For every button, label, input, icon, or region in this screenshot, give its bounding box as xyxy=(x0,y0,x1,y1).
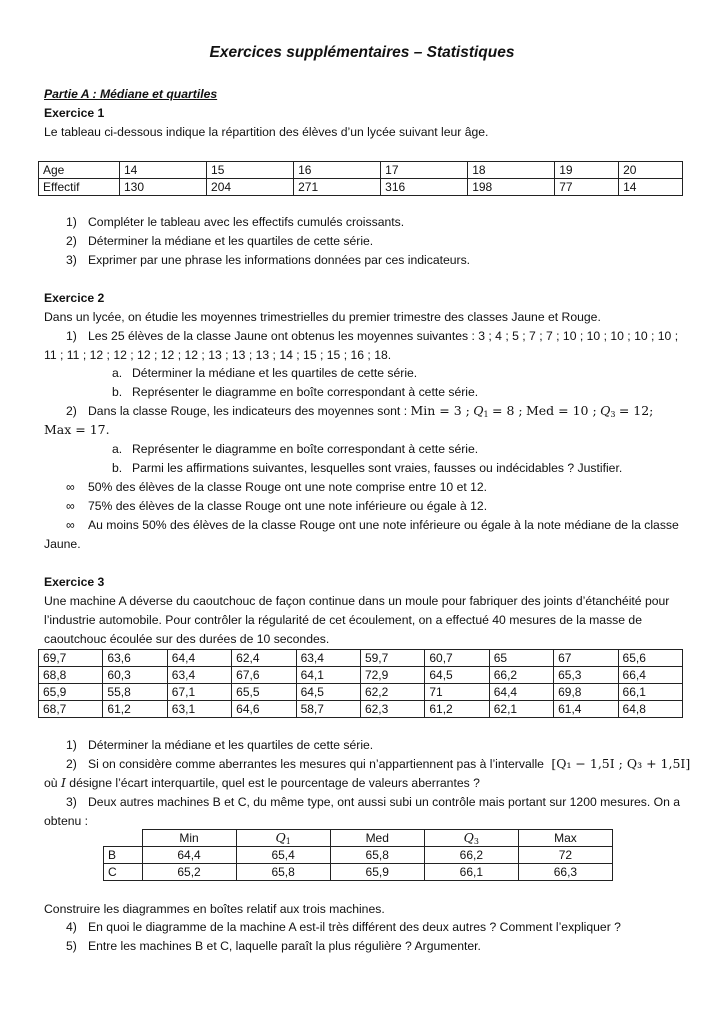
bullet-icon: ∞ xyxy=(66,499,75,513)
table-cell: 77 xyxy=(555,179,619,196)
table-cell: 69,7 xyxy=(39,650,103,667)
table-cell: 64,1 xyxy=(296,667,360,684)
subquestion-text: Représenter le diagramme en boîte correspondant à cette série. xyxy=(132,442,479,456)
table-cell: 69,8 xyxy=(554,684,618,701)
table-cell: 61,2 xyxy=(425,701,489,718)
question-line xyxy=(44,774,480,793)
table-cell: 64,4 xyxy=(489,684,553,701)
table-row-label: C xyxy=(104,864,143,881)
question-line xyxy=(88,755,690,774)
table-cell: 66,2 xyxy=(424,847,518,864)
table-cell: 60,7 xyxy=(425,650,489,667)
question-text: Déterminer la médiane et les quartiles de cette série. xyxy=(88,234,374,248)
table-cell: 67 xyxy=(554,650,618,667)
question-text: Exprimer par une phrase les informations données par ces indicateurs. xyxy=(88,253,471,267)
table-row-label: B xyxy=(104,847,143,864)
table-cell: 68,8 xyxy=(39,667,103,684)
table-cell: 66,2 xyxy=(489,667,553,684)
table-cell: 62,3 xyxy=(360,701,424,718)
exercise-1-intro: Le tableau ci-dessous indique la répartition des élèves d’un lycée suivant leur âge. xyxy=(44,125,489,139)
machines-table xyxy=(103,829,613,881)
table-cell: 62,2 xyxy=(360,684,424,701)
table-cell: 17 xyxy=(381,162,468,179)
subquestion-text: Parmi les affirmations suivantes, lesquelles sont vraies, fausses ou indécidables ? Justifier. xyxy=(132,461,623,475)
question-number: 1) xyxy=(66,329,77,343)
table-cell: 64,5 xyxy=(425,667,489,684)
question-number: 5) xyxy=(66,939,77,953)
table-cell: 63,6 xyxy=(103,650,167,667)
question-text: où xyxy=(44,776,58,790)
indicator-min: Min = 3 ; xyxy=(410,403,470,418)
question-text: Dans la classe Rouge, les indicateurs des moyennes sont : xyxy=(88,404,408,418)
table-cell: 65,3 xyxy=(554,667,618,684)
subquestion-letter: b. xyxy=(112,461,123,475)
table-cell: 65,4 xyxy=(236,847,330,864)
part-a-heading: Partie A : Médiane et quartiles xyxy=(44,87,218,101)
statement-text: Jaune. xyxy=(44,537,81,551)
table-cell: 64,5 xyxy=(296,684,360,701)
table-cell: 130 xyxy=(120,179,207,196)
table-cell: 14 xyxy=(619,179,683,196)
indicator-q1: = 8 ; xyxy=(492,403,523,418)
table-row xyxy=(39,162,683,179)
indicator-q3: = 12; xyxy=(618,403,654,418)
exercise-1-title: Exercice 1 xyxy=(44,106,105,120)
table-cell: 65,9 xyxy=(39,684,103,701)
table-cell: 65,9 xyxy=(330,864,424,881)
exercise-2-title: Exercice 2 xyxy=(44,291,105,305)
subquestion-text: Déterminer la médiane et les quartiles de cette série. xyxy=(132,366,418,380)
interquartile-letter: I xyxy=(60,775,66,790)
table-cell: 60,3 xyxy=(103,667,167,684)
question-text: Les 25 élèves de la classe Jaune ont obtenus les moyennes suivantes : 3 ; 4 ; 5 ; 7 ; 7 ; 10 ; 10 ; 10 ; 10 ; 10 ; xyxy=(88,329,679,343)
subquestion-letter: a. xyxy=(112,442,123,456)
table-cell: Age xyxy=(39,162,120,179)
subquestion-letter: b. xyxy=(112,385,123,399)
table-cell: 64,4 xyxy=(167,650,231,667)
table-cell: 65,6 xyxy=(618,650,682,667)
exercise-3-intro: Une machine A déverse du caoutchouc de façon continue dans un moule pour fabriquer des joints d’étanchéité pour xyxy=(44,594,670,608)
question-line xyxy=(88,402,653,421)
age-table xyxy=(38,161,683,196)
table-cell: 15 xyxy=(207,162,294,179)
bullet-icon: ∞ xyxy=(66,480,75,494)
table-cell: 68,7 xyxy=(39,701,103,718)
table-row xyxy=(39,701,683,718)
table-cell: 55,8 xyxy=(103,684,167,701)
q3-symbol: $Q_3$ xyxy=(600,403,616,419)
question-number: 2) xyxy=(66,234,77,248)
question-text: 11 ; 11 ; 12 ; 12 ; 12 ; 12 ; 12 ; 13 ; 13 ; 13 ; 14 ; 15 ; 15 ; 16 ; 18. xyxy=(44,348,392,362)
question-text: Si on considère comme aberrantes les mesures qui n’appartiennent pas à l’intervalle xyxy=(88,757,544,771)
table-cell: 14 xyxy=(120,162,207,179)
table-cell: 19 xyxy=(555,162,619,179)
exercise-2-intro: Dans un lycée, on étudie les moyennes trimestrielles du premier trimestre des classes Jaune et Rouge. xyxy=(44,310,601,324)
table-cell: 271 xyxy=(294,179,381,196)
question-number: 3) xyxy=(66,253,77,267)
subquestion-letter: a. xyxy=(112,366,123,380)
interval-formula: [Q₁ − 1,5I ; Q₃ + 1,5I] xyxy=(551,756,691,771)
table-cell: 64,4 xyxy=(142,847,236,864)
table-cell: 65,8 xyxy=(236,864,330,881)
exercise-3-intro: l’industrie automobile. Pour contrôler la régularité de cet écoulement, on a effectué 40 mesures de la masse de xyxy=(44,613,642,627)
table-cell: 64,8 xyxy=(618,701,682,718)
table-cell: 198 xyxy=(468,179,555,196)
question-text: En quoi le diagramme de la machine A est-il très différent des deux autres ? Comment l’expliquer ? xyxy=(88,920,621,934)
table-header: Med xyxy=(330,830,424,847)
page-title: Exercices supplémentaires – Statistiques xyxy=(209,44,515,61)
table-cell: 66,1 xyxy=(424,864,518,881)
table-cell: 72,9 xyxy=(360,667,424,684)
table-header: Min xyxy=(142,830,236,847)
subquestion-text: Représenter le diagramme en boîte correspondant à cette série. xyxy=(132,385,479,399)
table-cell: 64,6 xyxy=(232,701,296,718)
table-cell: 66,3 xyxy=(518,864,612,881)
question-text: désigne l’écart interquartile, quel est le pourcentage de valeurs aberrantes ? xyxy=(69,776,480,790)
table-header: $Q_3$ xyxy=(424,830,518,847)
table-row xyxy=(104,864,613,881)
table-cell: 65,2 xyxy=(142,864,236,881)
q1-symbol: $Q_1$ xyxy=(473,403,489,419)
table-cell: 316 xyxy=(381,179,468,196)
statement-text: Au moins 50% des élèves de la classe Rouge ont une note inférieure ou égale à la note médiane de la classe xyxy=(88,518,679,532)
exercise-3-title: Exercice 3 xyxy=(44,575,105,589)
question-number: 1) xyxy=(66,738,77,752)
table-row xyxy=(104,830,613,847)
table-cell: 59,7 xyxy=(360,650,424,667)
table-cell: 65,8 xyxy=(330,847,424,864)
bullet-icon: ∞ xyxy=(66,518,75,532)
measures-table xyxy=(38,649,683,718)
statement-text: 75% des élèves de la classe Rouge ont une note inférieure ou égale à 12. xyxy=(88,499,488,513)
question-number: 2) xyxy=(66,404,77,418)
table-cell: 67,6 xyxy=(232,667,296,684)
table-corner xyxy=(104,830,143,847)
table-cell: 61,4 xyxy=(554,701,618,718)
table-header: Max xyxy=(518,830,612,847)
table-cell: 63,4 xyxy=(167,667,231,684)
table-cell: 63,4 xyxy=(296,650,360,667)
table-cell: 65 xyxy=(489,650,553,667)
statement-text: 50% des élèves de la classe Rouge ont une note comprise entre 10 et 12. xyxy=(88,480,488,494)
question-number: 2) xyxy=(66,757,77,771)
instruction-text: Construire les diagrammes en boîtes relatif aux trois machines. xyxy=(44,902,385,916)
indicator-max: Max = 17. xyxy=(44,422,110,437)
question-number: 1) xyxy=(66,215,77,229)
table-header: $Q_1$ xyxy=(236,830,330,847)
table-row xyxy=(39,179,683,196)
table-cell: 16 xyxy=(294,162,381,179)
question-number: 4) xyxy=(66,920,77,934)
table-cell: 204 xyxy=(207,179,294,196)
interquartile-symbol xyxy=(61,775,66,790)
table-cell: 58,7 xyxy=(296,701,360,718)
table-cell: 18 xyxy=(468,162,555,179)
table-cell: 71 xyxy=(425,684,489,701)
table-cell: 61,2 xyxy=(103,701,167,718)
table-cell: 63,1 xyxy=(167,701,231,718)
question-text: obtenu : xyxy=(44,814,89,828)
table-cell: 65,5 xyxy=(232,684,296,701)
question-text: Déterminer la médiane et les quartiles de cette série. xyxy=(88,738,374,752)
table-row xyxy=(39,667,683,684)
table-row xyxy=(104,847,613,864)
table-row xyxy=(39,650,683,667)
table-cell: 62,4 xyxy=(232,650,296,667)
question-number: 3) xyxy=(66,795,77,809)
table-cell: 72 xyxy=(518,847,612,864)
indicator-med: Med = 10 ; xyxy=(525,403,597,418)
table-cell: 66,4 xyxy=(618,667,682,684)
table-cell: 66,1 xyxy=(618,684,682,701)
table-cell: Effectif xyxy=(39,179,120,196)
table-cell: 20 xyxy=(619,162,683,179)
exercise-3-intro: caoutchouc écoulée sur des durées de 10 secondes. xyxy=(44,632,330,646)
question-text: Compléter le tableau avec les effectifs cumulés croissants. xyxy=(88,215,405,229)
question-text: Deux autres machines B et C, du même type, ont aussi subi un contrôle mais portant sur 1200 mesures. On a xyxy=(88,795,681,809)
table-cell: 67,1 xyxy=(167,684,231,701)
question-text: Entre les machines B et C, laquelle paraît la plus régulière ? Argumenter. xyxy=(88,939,481,953)
table-row xyxy=(39,684,683,701)
table-cell: 62,1 xyxy=(489,701,553,718)
